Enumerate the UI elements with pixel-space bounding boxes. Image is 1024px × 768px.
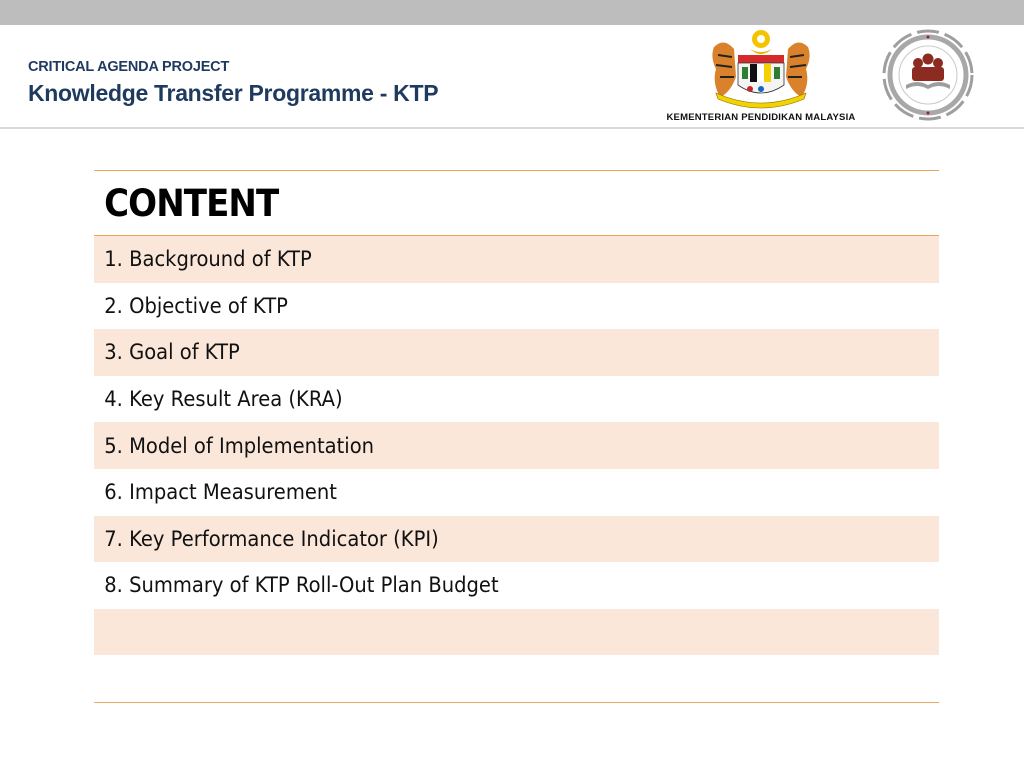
ktp-emblem-icon bbox=[880, 27, 976, 123]
content-table bbox=[94, 170, 939, 703]
row-label: 6. Impact Measurement bbox=[104, 480, 337, 505]
table-row bbox=[94, 422, 939, 469]
row-label: 1. Background of KTP bbox=[104, 247, 312, 272]
malaysia-coat-of-arms-icon bbox=[706, 27, 816, 109]
table-row bbox=[94, 329, 939, 376]
table-row bbox=[94, 236, 939, 283]
row-label: 5. Model of Implementation bbox=[104, 433, 375, 458]
table-row bbox=[94, 283, 939, 330]
row-label: 3. Goal of KTP bbox=[104, 340, 240, 365]
table-heading bbox=[94, 171, 939, 236]
table-row bbox=[94, 376, 939, 423]
top-bar bbox=[0, 0, 1024, 25]
ministry-label: KEMENTERIAN PENDIDIKAN MALAYSIA bbox=[666, 112, 856, 123]
slide-header bbox=[0, 25, 1024, 129]
table-row bbox=[94, 516, 939, 563]
table-row-empty bbox=[94, 655, 939, 702]
row-label: 7. Key Performance Indicator (KPI) bbox=[104, 526, 439, 551]
table-row bbox=[94, 562, 939, 609]
table-row bbox=[94, 469, 939, 516]
row-label: 4. Key Result Area (KRA) bbox=[104, 387, 343, 412]
header-subtitle: CRITICAL AGENDA PROJECT bbox=[28, 59, 230, 75]
row-label: 2. Objective of KTP bbox=[104, 293, 288, 318]
table-heading-text: CONTENT bbox=[104, 181, 279, 225]
ministry-logo bbox=[648, 25, 870, 127]
row-label: 8. Summary of KTP Roll-Out Plan Budget bbox=[104, 573, 499, 598]
header-title: Knowledge Transfer Programme - KTP bbox=[28, 80, 439, 106]
table-row-empty bbox=[94, 609, 939, 656]
